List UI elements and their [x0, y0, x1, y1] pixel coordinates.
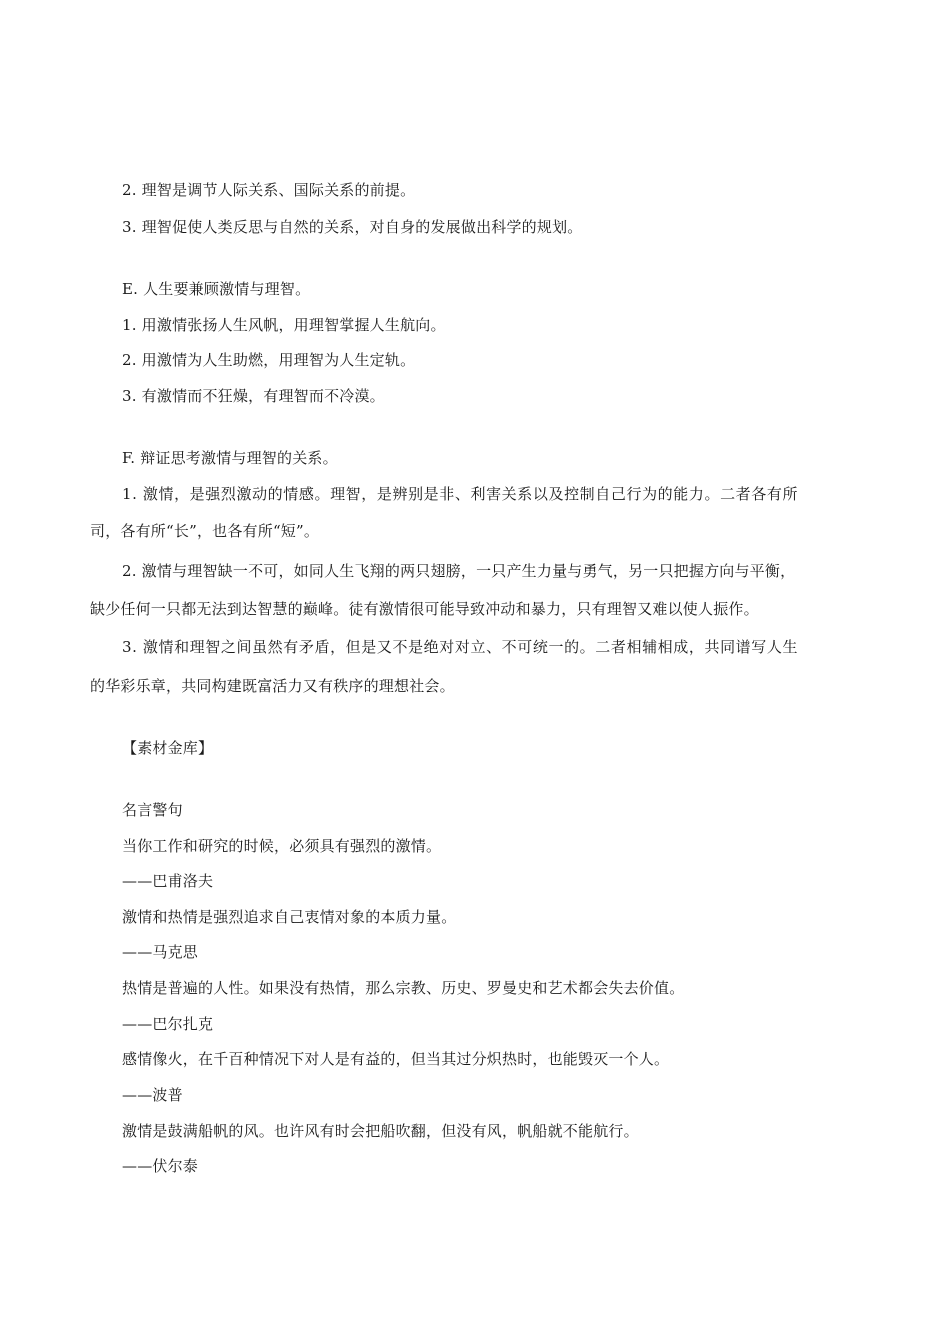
section-f-item-1-line-1: 1. 激情，是强烈激动的情感。理智，是辨别是非、利害关系以及控制自己行为的能力。二者各有所 — [122, 485, 799, 503]
quote-4-text: 感情像火，在千百种情况下对人是有益的，但当其过分炽热时，也能毁灭一个人。 — [122, 1050, 670, 1068]
section-f-item-1-line-2: 司，各有所“长”，也各有所“短”。 — [90, 522, 320, 540]
quote-4-author: ——波普 — [122, 1086, 183, 1104]
quote-3-author: ——巴尔扎克 — [122, 1015, 214, 1033]
section-d-item-3: 3. 理智促使人类反思与自然的关系，对自身的发展做出科学的规划。 — [122, 218, 583, 236]
quote-1-author: ——巴甫洛夫 — [122, 872, 214, 890]
section-e-heading: E. 人生要兼顾激情与理智。 — [122, 280, 311, 298]
section-e-item-2: 2. 用激情为人生助燃，用理智为人生定轨。 — [122, 351, 416, 369]
quotes-heading: 名言警句 — [122, 801, 183, 819]
section-d-item-2: 2. 理智是调节人际关系、国际关系的前提。 — [122, 181, 416, 199]
material-title: 【素材金库】 — [122, 739, 214, 757]
section-f-heading: F. 辩证思考激情与理智的关系。 — [122, 449, 338, 467]
quote-2-author: ——马克思 — [122, 943, 199, 961]
quote-5-text: 激情是鼓满船帆的风。也许风有时会把船吹翻，但没有风，帆船就不能航行。 — [122, 1122, 639, 1140]
section-f-item-2-line-2: 缺少任何一只都无法到达智慧的巅峰。徒有激情很可能导致冲动和暴力，只有理智又难以使人振作。 — [90, 600, 759, 618]
section-e-item-3: 3. 有激情而不狂燥，有理智而不冷漠。 — [122, 387, 385, 405]
quote-2-text: 激情和热情是强烈追求自己衷情对象的本质力量。 — [122, 908, 457, 926]
quote-3-text: 热情是普遍的人性。如果没有热情，那么宗教、历史、罗曼史和艺术都会失去价值。 — [122, 979, 685, 997]
quote-5-author: ——伏尔泰 — [122, 1157, 199, 1175]
section-e-item-1: 1. 用激情张扬人生风帆，用理智掌握人生航向。 — [122, 316, 446, 334]
section-f-item-3-line-1: 3. 激情和理智之间虽然有矛盾，但是又不是绝对对立、不可统一的。二者相辅相成，共同谱写人生 — [122, 638, 799, 656]
section-f-item-2-line-1: 2. 激情与理智缺一不可，如同人生飞翔的两只翅膀，一只产生力量与勇气，另一只把握方向与平衡， — [122, 562, 796, 580]
section-f-item-3-line-2: 的华彩乐章，共同构建既富活力又有秩序的理想社会。 — [90, 677, 455, 695]
quote-1-text: 当你工作和研究的时候，必须具有强烈的激情。 — [122, 837, 442, 855]
